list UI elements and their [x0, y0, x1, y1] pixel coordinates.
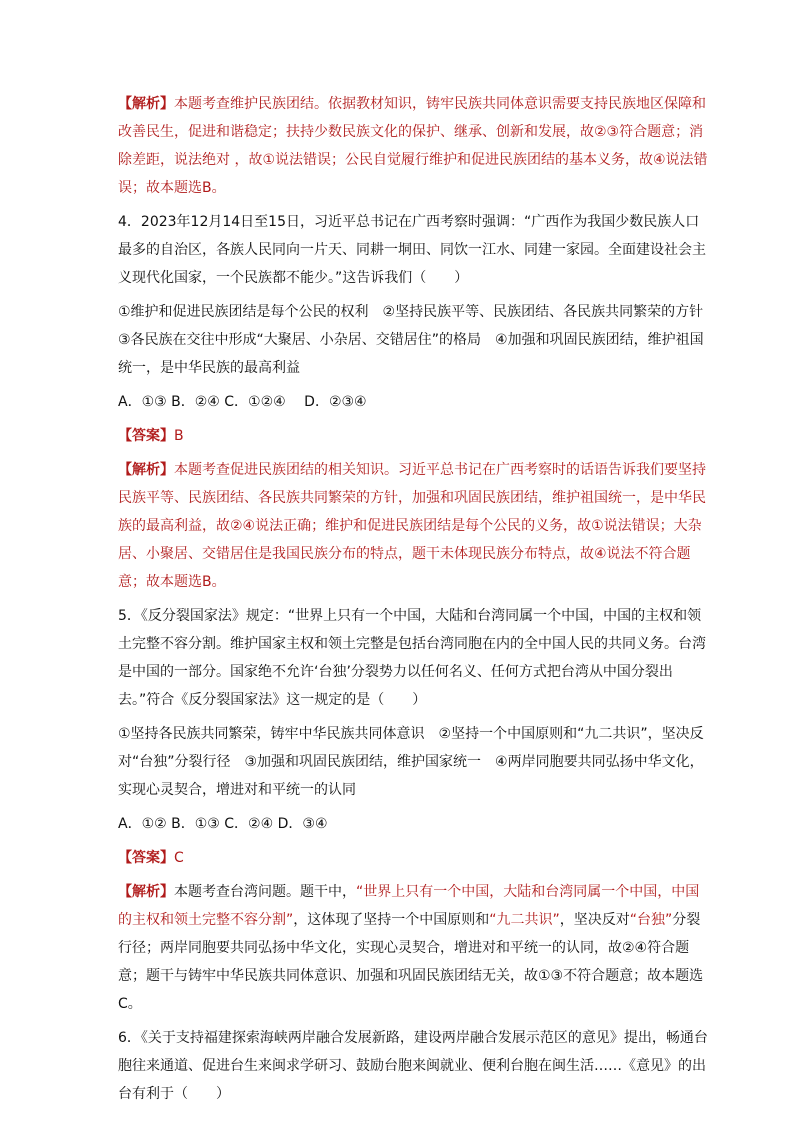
q4-options: A．①③ B．②④ C．①②④ D．②③④ [118, 394, 367, 410]
analysis-text-a: 本题考查台湾问题。题干中， [174, 884, 356, 900]
q3-analysis [118, 90, 710, 202]
analysis-text-d: 分裂行径；两岸同胞要共同弘扬中华文化，实现心灵契合，增进对和平统一的认同，故②④符合题意；题干与铸牢中华民族共同体意识、加强和巩固民族团结无关，故①③不符合题意；故本题选C。 [118, 912, 704, 1012]
analysis-text: 本题考查维护民族团结。依据教材知识，铸牢民族共同体意识需要支持民族地区保障和改善民生，促进和谐稳定；扶持少数民族文化的保护、继承、创新和发展，故②③符合题意；消除差距，说法绝对 ，故①说法错误；公民自觉履行维护和促进民族团结的基本义务，故④说法错误；故本题选B。 [118, 96, 708, 196]
q4-analysis [118, 456, 710, 596]
answer-value: C [174, 850, 184, 866]
answer-value: B [174, 428, 184, 444]
analysis-quote-3: “台独” [629, 912, 673, 928]
q4-statements: ①维护和促进民族团结是每个公民的权利 ②坚持民族平等、民族团结、各民族共同繁荣的方针 ③各民族在交往中形成“大聚居、小杂居、交错居住”的格局 ④加强和巩固民族团结，维护祖国统一，是中华民族的最高利益 [118, 304, 718, 376]
answer-tag: 【答案】 [118, 428, 174, 444]
document-page [118, 90, 718, 1102]
q4-stem: 4．2023年12月14日至15日，习近平总书记在广西考察时强调：“广西作为我国少数民族人口最多的自治区，各族人民同向一片天、同耕一垌田、同饮一江水、同建一家园。全面建设社会主义现代化国家，一个民族都不能少。”这告诉我们（ ） [118, 214, 706, 286]
q5-statements: ①坚持各民族共同繁荣，铸牢中华民族共同体意识 ②坚持一个中国原则和“九二共识”，坚决反对“台独”分裂行径 ③加强和巩固民族团结，维护国家统一 ④两岸同胞要共同弘扬中华文化，实现心灵契合，增进对和平统一的认同 [118, 726, 704, 798]
q5-options: A．①② B．①③ C．②④ D．③④ [118, 816, 328, 832]
analysis-quote-2: “九二共识” [489, 912, 560, 928]
q5-answer [118, 844, 710, 872]
analysis-text: 本题考查促进民族团结的相关知识。习近平总书记在广西考察时的话语告诉我们要坚持民族平等、民族团结、各民族共同繁荣的方针，加强和巩固民族团结，维护祖国统一，是中华民族的最高利益，故②④说法正确；维护和促进民族团结是每个公民的义务，故①说法错误；大杂居、小聚居、交错居住是我国民族分布的特点，题干未体现民族分布特点，故④说法不符合题意；故本题选B。 [118, 462, 706, 590]
q6-stem: 6．《关于支持福建探索海峡两岸融合发展新路，建设两岸融合发展示范区的意见》提出，畅通台胞往来通道、促进台生来闽求学研习、鼓励台胞来闽就业、便利台胞在闽生活……《意见》的出台有利于（ ） [118, 1030, 708, 1102]
analysis-tag: 【解析】 [118, 884, 174, 900]
answer-tag: 【答案】 [118, 850, 174, 866]
analysis-text-b: ，这体现了坚持一个中国原则和 [293, 912, 490, 928]
analysis-tag: 【解析】 [118, 462, 174, 478]
q5-stem: 5．《反分裂国家法》规定：“世界上只有一个中国，大陆和台湾同属一个中国，中国的主权和领土完整不容分割。维护国家主权和领土完整是包括台湾同胞在内的全中国人民的共同义务。台湾是中国的一部分。国家绝不允许‘台独’分裂势力以任何名义、任何方式把台湾从中国分裂出去。”符合《反分裂国家法》这一规定的是（ ） [118, 608, 706, 708]
analysis-tag: 【解析】 [118, 96, 174, 112]
q4-answer [118, 422, 710, 450]
analysis-text-c: ，坚决反对 [559, 912, 630, 928]
analysis-quote: “世界上只有一个中国，大陆和台湾同属一个中国，中国的主权和领土完整不容分割” [118, 884, 700, 928]
q5-analysis [118, 878, 710, 1018]
